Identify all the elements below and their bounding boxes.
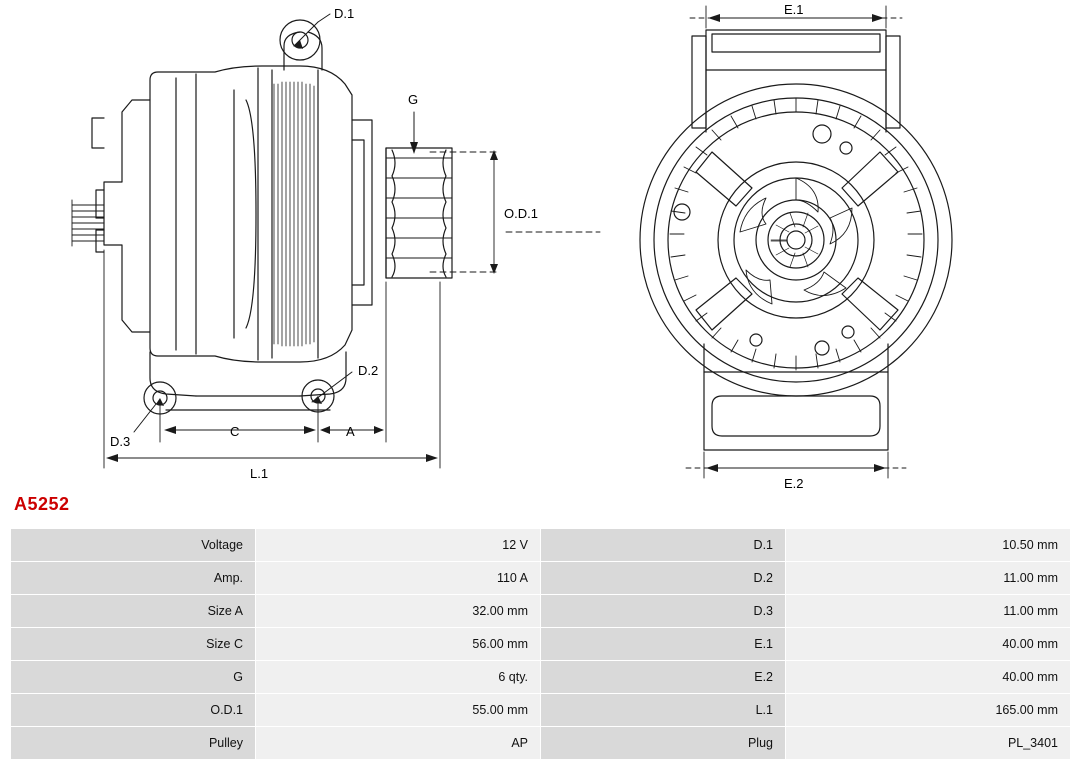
spec-label-od1: O.D.1 (11, 694, 256, 727)
table-row (11, 727, 1071, 760)
side-view-group (72, 20, 452, 414)
spec-value-voltage: 12 V (256, 529, 541, 562)
spec-value-pulley: AP (256, 727, 541, 760)
table-row (11, 562, 1071, 595)
spec-value-plug: PL_3401 (786, 727, 1071, 760)
label-c: C (230, 424, 240, 439)
spec-label-e1: E.1 (541, 628, 786, 661)
label-l1: L.1 (250, 466, 269, 481)
spec-value-od1: 55.00 mm (256, 694, 541, 727)
part-number: A5252 (14, 494, 70, 514)
label-d3: D.3 (110, 434, 131, 449)
spec-table-body (11, 529, 1071, 760)
label-d2: D.2 (358, 363, 379, 378)
label-d1: D.1 (334, 6, 355, 21)
spec-label-g: G (11, 661, 256, 694)
spec-label-e2: E.2 (541, 661, 786, 694)
label-od1: O.D.1 (504, 206, 538, 221)
spec-label-voltage: Voltage (11, 529, 256, 562)
spec-label-d3: D.3 (541, 595, 786, 628)
table-row (11, 529, 1071, 562)
table-row (11, 661, 1071, 694)
label-e2: E.2 (784, 476, 804, 491)
spec-label-amp: Amp. (11, 562, 256, 595)
spec-value-d3: 11.00 mm (786, 595, 1071, 628)
spec-label-pulley: Pulley (11, 727, 256, 760)
front-view-group (640, 30, 952, 450)
table-row (11, 595, 1071, 628)
spec-value-d1: 10.50 mm (786, 529, 1071, 562)
spec-value-d2: 11.00 mm (786, 562, 1071, 595)
label-e1: E.1 (784, 2, 804, 17)
spec-value-e1: 40.00 mm (786, 628, 1071, 661)
spec-label-d1: D.1 (541, 529, 786, 562)
spec-value-amp: 110 A (256, 562, 541, 595)
spec-value-l1: 165.00 mm (786, 694, 1071, 727)
label-a: A (346, 424, 355, 439)
spec-label-plug: Plug (541, 727, 786, 760)
spec-value-e2: 40.00 mm (786, 661, 1071, 694)
spec-label-size-a: Size A (11, 595, 256, 628)
table-row (11, 694, 1071, 727)
spec-label-size-c: Size C (11, 628, 256, 661)
spec-label-l1: L.1 (541, 694, 786, 727)
spec-label-d2: D.2 (541, 562, 786, 595)
spec-value-size-a: 32.00 mm (256, 595, 541, 628)
label-g: G (408, 92, 419, 107)
specification-table (10, 528, 1071, 760)
spec-value-size-c: 56.00 mm (256, 628, 541, 661)
table-row (11, 628, 1071, 661)
spec-value-g: 6 qty. (256, 661, 541, 694)
